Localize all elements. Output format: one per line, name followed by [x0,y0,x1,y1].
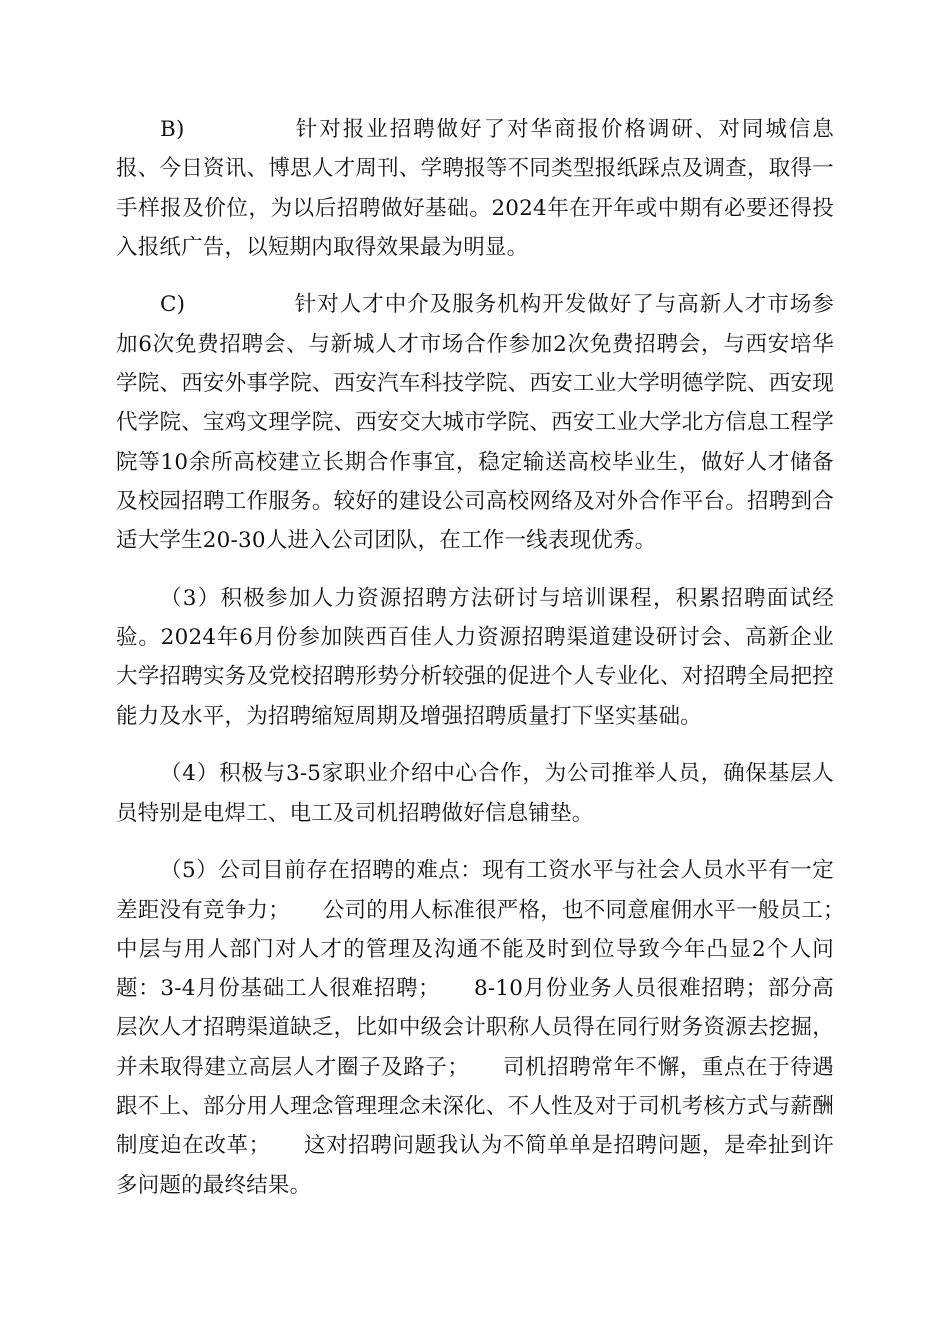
list-marker-c: C) [160,292,186,318]
paragraph-5: （5）公司目前存在招聘的难点：现有工资水平与社会人员水平有一定差距没有竞争力； 公司的用人标准很严格，也不同意雇佣水平一般员工； 中层与用人部门对人才的管理及沟通不能及时到位导致今年凸显2个人问题：3-4月份基础工人很难招聘； 8-10月份业务人员很难招聘；部分高层次人才招聘渠道缺乏，比如中级会计职称人员得在同行财务资源去挖掘，并未取得建立高层人才圈子及路子； 司机招聘常年不懈，重点在于待遇跟不上、部分用人理念管理理念未深化、不人性及对于司机考核方式与薪酬制度迫在改革； 这对招聘问题我认为不简单单是招聘问题，是牵扯到许多问题的最终结果。 [116,858,878,1198]
paragraph-c-text: 针对人才中介及服务机构开发做好了与高新人才市场参加6次免费招聘会、与新城人才市场合作参加2次免费招聘会，与西安培华学院、西安外事学院、西安汽车科技学院、西安工业大学明德学院、西安现代学院、宝鸡文理学院、西安交大城市学院、西安工业大学北方信息工程学院等10余所高校建立长期合作事宜，稳定输送高校毕业生，做好人才储备及校园招聘工作服务。较好的建设公司高校网络及对外合作平台。招聘到合适大学生20-30人进入公司团队，在工作一线表现优秀。 [116,292,834,554]
list-marker-b: B) [160,117,185,142]
document-body [116,110,878,1223]
paragraph-b [116,110,834,267]
paragraph-3: （3）积极参加人力资源招聘方法研讨与培训课程，积累招聘面试经验。2024年6月份参加陕西百佳人力资源招聘渠道建设研讨会、高新企业大学招聘实务及党校招聘形势分析较强的促进个人专业化、对招聘全局把控能力及水平，为招聘缩短周期及增强招聘质量打下坚实基础。 [116,585,834,729]
paragraph-c [116,285,834,560]
paragraph-b-text: 针对报业招聘做好了对华商报价格调研、对同城信息报、今日资讯、博思人才周刊、学聘报等不同类型报纸踩点及调查，取得一手样报及价位，为以后招聘做好基础。2024年在开年或中期有必要还得投入报纸广告，以短期内取得效果最为明显。 [116,117,834,260]
paragraph-4: （4）积极与3-5家职业介绍中心合作，为公司推举人员，确保基层人员特别是电焊工、电工及司机招聘做好信息铺垫。 [116,761,834,826]
